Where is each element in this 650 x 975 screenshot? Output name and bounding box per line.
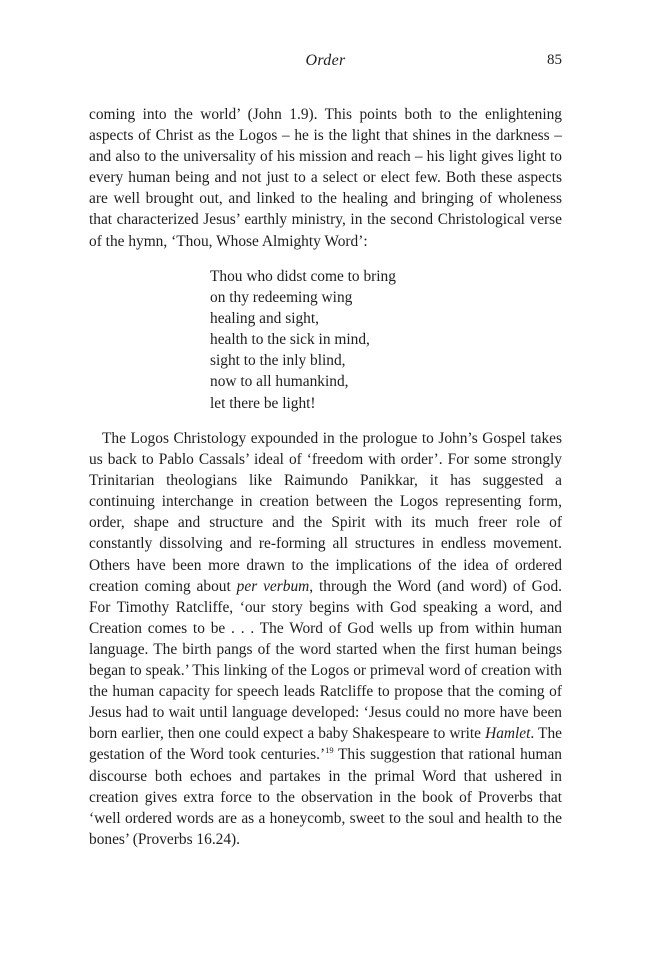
paragraph-logos-christology [89,428,562,850]
poem-line: healing and sight, [210,310,319,328]
poem-line: health to the sick in mind, [210,331,370,349]
text-run: , through the Word (and word) of God. For Timothy Ratcliffe, ‘our story begins with God speaking a word, and Creation comes to be . . . The Word of God wells up from within human language. The birth pangs of the word started when the first human beings began to speak.’ This linking of the Logos or primeval word of creation with the human capacity for speech leads Ratcliffe to propose that the coming of Jesus had to wait until language developed: ‘Jesus could no more have been born earlier, then one could expect a baby Shakespeare to write [89,577,562,743]
paragraph-continued [89,104,562,252]
italic-title-hamlet: Hamlet [485,725,531,743]
poem-line: on thy redeeming wing [210,289,353,307]
page-number: 85 [547,52,562,68]
text-run: . The gestation of the Word took centuries.’ [89,725,562,764]
footnote-marker[interactable]: 19 [325,745,334,756]
poem-line: now to all humankind, [210,373,349,391]
running-head [89,52,562,74]
poem-line: sight to the inly blind, [210,352,346,370]
running-title: Order [305,52,346,69]
hymn-verse [210,266,396,414]
paragraph-1-text: coming into the world’ (John 1.9). This points both to the enlightening aspects of Christ as the Logos – he is the light that shines in the darkness – and also to the universality of his mission and reach – his light gives light to every human being and not just to a select or elect few. Both these aspects are well brought out, and linked to the healing and bringing of wholeness that characterized Jesus’ earthly ministry, in the second Christological verse of the hymn, ‘Thou, Whose Almighty Word’: [89,106,562,250]
paragraph-2-text [89,428,562,850]
poem-line: let there be light! [210,394,316,412]
italic-phrase-per-verbum: per verbum [236,577,310,595]
poem-line: Thou who didst come to bring [210,268,396,285]
text-run: This suggestion that rational human discourse both echoes and partakes in the primal Word that ushered in creation gives extra force to the observation in the book of Proverbs that ‘well ordered words are as a honeycomb, sweet to the soul and health to the bones’ (Proverbs 16.24). [89,746,563,848]
text-run: The Logos Christology expounded in the prologue to John’s Gospel takes us back to Pablo Cassals’ ideal of ‘freedom with order’. For some strongly Trinitarian theologians like Raimundo Panikkar, it has suggested a continuing interchange in creation between the Logos representing form, order, shape and structure and the Spirit with its much freer role of constantly dissolving and re-forming all structures in endless movement. Others have been more drawn to the implications of the idea of ordered creation coming about [89,430,562,595]
